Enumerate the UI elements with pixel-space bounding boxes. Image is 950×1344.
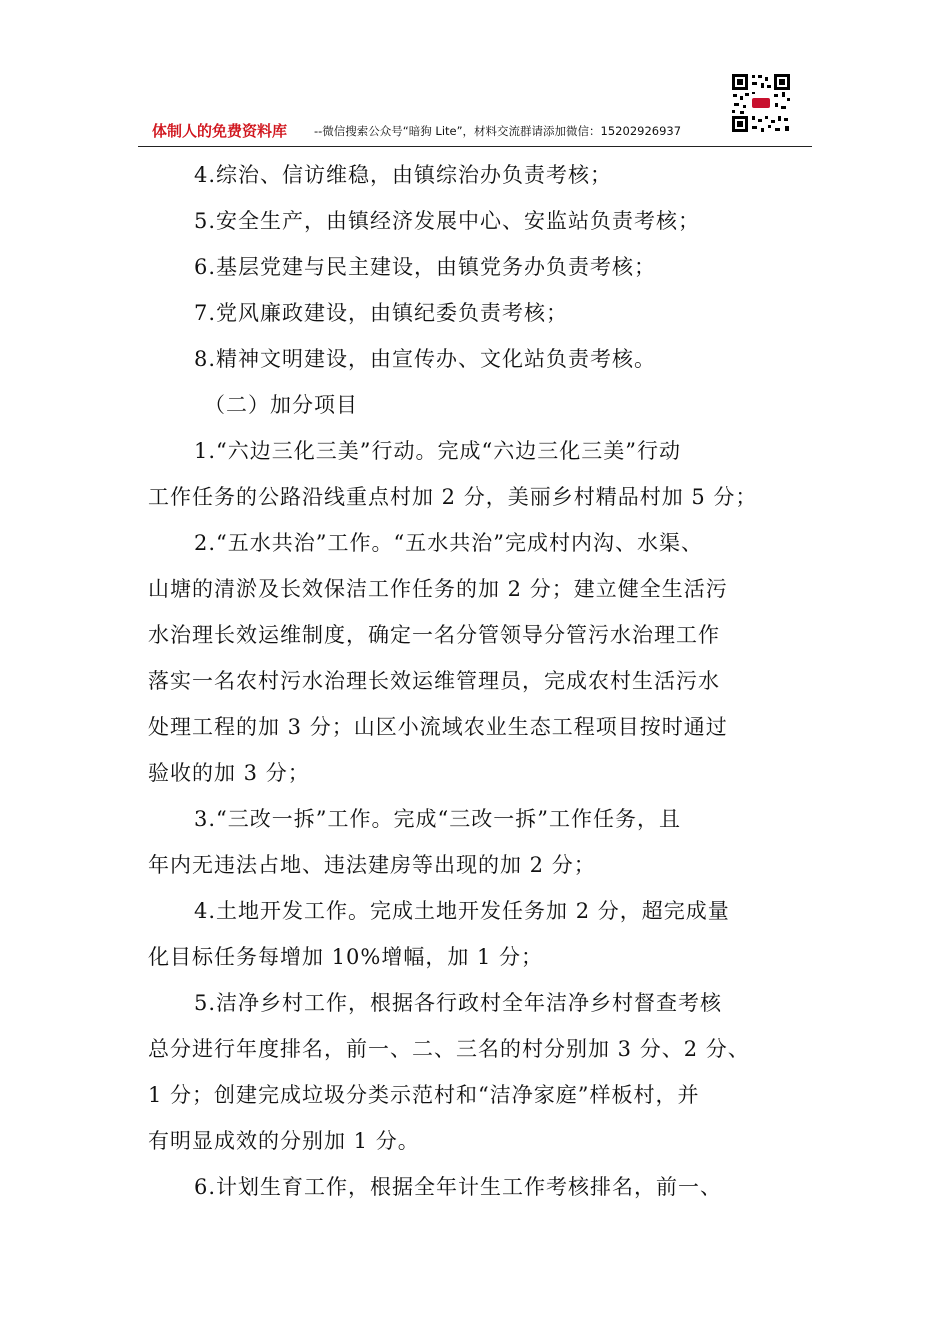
text-line: 6.基层党建与民主建设，由镇党务办负责考核； [194, 255, 657, 279]
text-line: 5.洁净乡村工作，根据各行政村全年洁净乡村督查考核 [194, 991, 723, 1015]
document-body [148, 152, 812, 1210]
header-brand: 体制人的免费资料库 [152, 122, 288, 140]
text-line: 1 分；创建完成垃圾分类示范村和“洁净家庭”样板村，并 [148, 1083, 700, 1107]
text-line: 1.“六边三化三美”行动。完成“六边三化三美”行动 [194, 439, 681, 463]
section-heading: （二）加分项目 [204, 393, 358, 417]
text-line: 8.精神文明建设，由宣传办、文化站负责考核。 [194, 347, 657, 371]
text-line: 7.党风廉政建设，由镇纪委负责考核； [194, 301, 569, 325]
text-line: 落实一名农村污水治理长效运维管理员，完成农村生活污水 [148, 669, 720, 693]
text-line: 化目标任务每增加 10%增幅，加 1 分； [148, 945, 544, 969]
text-line: 2.“五水共治”工作。“五水共治”完成村内沟、水渠、 [194, 531, 703, 555]
header-note: --微信搜索公众号“暗狗 Lite”，材料交流群请添加微信：15202926937 [314, 124, 682, 138]
text-line: 年内无违法占地、违法建房等出现的加 2 分； [148, 853, 596, 877]
text-line: 工作任务的公路沿线重点村加 2 分，美丽乡村精品村加 5 分； [148, 485, 758, 509]
text-line: 水治理长效运维制度，确定一名分管领导分管污水治理工作 [148, 623, 720, 647]
text-line: 4.土地开发工作。完成土地开发任务加 2 分，超完成量 [194, 899, 730, 923]
text-line: 有明显成效的分别加 1 分。 [148, 1129, 420, 1153]
text-line: 山塘的清淤及长效保洁工作任务的加 2 分；建立健全生活污 [148, 577, 728, 601]
text-line: 5.安全生产，由镇经济发展中心、安监站负责考核； [194, 209, 701, 233]
text-line: 4.综治、信访维稳，由镇综治办负责考核； [194, 163, 613, 187]
text-line: 处理工程的加 3 分；山区小流域农业生态工程项目按时通过 [148, 715, 728, 739]
text-line: 6.计划生育工作，根据全年计生工作考核排名，前一、 [194, 1175, 723, 1199]
page-header [138, 118, 812, 147]
text-line: 总分进行年度排名，前一、二、三名的村分别加 3 分、2 分、 [148, 1037, 750, 1061]
text-line: 验收的加 3 分； [148, 761, 310, 785]
text-line: 3.“三改一拆”工作。完成“三改一拆”工作任务，且 [194, 807, 681, 831]
